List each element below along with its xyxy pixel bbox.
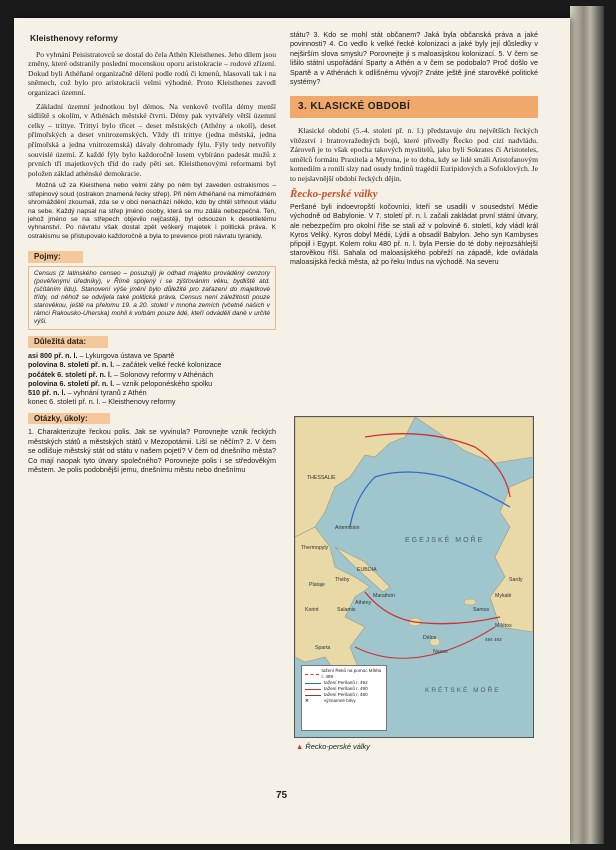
tasks-text: 1. Charakterizujte řeckou polis. Jak se vyvinula? Porovnejte vznik řeckých městských států a městských států v Mezopotámii. Liší se něčím? 2. V čem se odlišuje městský stát od státu v našem pojetí? V čem od dnešního města? Co mají naopak tyto útvary společného? Porovnejte polis i se středověkým městem. Je polis podobnější jemu, dnešnímu městu nebo dnešnímu <box>28 427 276 474</box>
triangle-icon: ▲ <box>296 742 304 751</box>
date-item: polovina 8. století př. n. l. – začátek velké řecké kolonizace <box>28 360 222 370</box>
dates-label: Důležitá data: <box>28 336 108 348</box>
map-label: Artemision <box>335 525 360 531</box>
date-item: 510 př. n. l. – vyhnání tyranů z Athén <box>28 388 147 398</box>
date-item: počátek 6. století př. n. l. – Solonovy reformy v Athénách <box>28 369 214 379</box>
map-label: Korint <box>305 607 319 613</box>
map-label: Samos <box>473 607 490 613</box>
map-label: Marathón <box>373 593 395 599</box>
map-label: KRÉTSKÉ MOŘE <box>425 687 501 694</box>
tasks-continued: státu? 3. Kdo se mohl stát občanem? Jaká byla občanská práva a jaké povinnosti? 4. Co vedlo k velké řecké kolonizaci a jaké byly její důsledky v nejširším slova smyslu? Porovnejte ji s maloasijskou kolonizací. 5. V čem se lišilo státní uspořádání Sparty a Athén a v čem se podobalo? Proč došlo ve Spartě a v Athénách k odlišnému vývoji? Znáte ještě jiné starověké politické systémy? <box>290 30 538 87</box>
legend-item: tažení Řeků na pomoc Mílétu r. 499 <box>305 668 383 680</box>
tasks-label: Otázky, úkoly: <box>28 413 110 425</box>
pojmy-box: Census (z latinského censeo – posuzuji) je odhad majetku prováděný cenzory (pověřenými úředníky), v Římě spojený i se zjišťováním věku, bydliště atd. (sčítáním lidu). Stanovení výše jmění bylo důležité pro zařazení do majetkové třídy, od něhož se odvíjela také politická práva. Census není záležitostí pouze starověkou, ještě na přelomu 19. a 20. století v mnoha zemích (včetně našich v rámci Rakousko-Uherska) mohli k volbám pouze lidé, kteří odváděli daně v určité výši. <box>28 266 276 331</box>
map-label: EUBOIA <box>357 567 377 573</box>
map-greco-persian-wars <box>294 416 534 738</box>
map-label: Sparta <box>315 645 331 651</box>
paragraph: Klasické období (5.-4. století př. n. l.) představuje éru největších řeckých vítězství i bratrovražedných bojů, které přivedly Řecko pod cizí nadvládu. Zároveň je to však epocha takových myslitelů, jako byli Sokrates či Aristoteles, umělců formátu Praxitela a Myrona, je to doba, kdy se lidé smáli Aristofanovým komediím a ronili slzy nad osudy hrdinů tragédií Euripidových a Sofoklových. Je to nejslavnější období řeckých dějin. <box>290 126 538 183</box>
legend-item: tažení Peršanů r. 480 <box>305 692 383 698</box>
chapter-title: 3. KLASICKÉ OBDOBÍ <box>290 96 538 118</box>
dates-list <box>28 351 276 407</box>
map-label: Mílétos <box>495 623 512 629</box>
map-legend <box>301 665 387 731</box>
map-label: EGEJSKÉ MOŘE <box>405 537 485 544</box>
left-column <box>28 30 276 478</box>
map-label: Athény <box>355 600 372 606</box>
map-label: Sardy <box>509 577 523 583</box>
map-label: Délos <box>423 635 437 641</box>
map-years: 494 493 <box>485 637 502 642</box>
section-heading: Kleisthenovy reformy <box>30 33 118 43</box>
map-label: Naxos <box>433 649 448 655</box>
date-item: konec 6. století př. n. l. – Kleisthenovy reformy <box>28 397 176 407</box>
page-edge <box>570 6 604 844</box>
route-492 <box>350 472 510 527</box>
paragraph-small: Možná už za Kleisthena nebo velmi záhy po něm byl zaveden ostrakismos – střepinový soud (ostrakon znamená řecky střep). Při něm Athéňané na mimořádném shromáždění zkoumali, zda se v obci nenachází někdo, kdo by chtěl strhnout vládu na sebe. Každý napsal na střep jméno osoby, která se mu zdála nebezpečná. Ten, jehož jméno se na střepech objevilo nejčastěji, byl odsouzen k desetiletému vyhnanství. Po návratu však dostal zpět veškerý majetek i politická práva. K ostrakismu se přistupovalo každoročně a byla to prevence proti návratu tyranidy. <box>28 182 276 240</box>
paragraph: Peršané byli indoevropští kočovníci, kteří se usadili v sousedství Médie východně od Babylonie. V 7. století př. n. l. začali zakládat první státní útvary, ale nebezpečím pro okolní říše se stali až v polovině 6. století, kdy vládl král Kyros Veliký. Kyros dobyl Médii, Lýdii a obsadil Babylon. Jeho syn Kambyses připojil i Egypt. Kolem roku 480 př. n. l. byla Persie do té doby nejrozsáhlejší starověkou říší. Sahala od maloasijského pobřeží na západě, kde ovládala maloasijská řecká města, až po řeku Indus na východě. Na severu <box>290 203 538 267</box>
subsection-title: Řecko-perské války <box>290 187 378 200</box>
map-label: Mykalé <box>495 593 512 599</box>
legend-item: ✕ významné bitvy <box>305 698 356 703</box>
date-item: asi 800 př. n. l. – Lykurgova ústava ve Spartě <box>28 351 175 360</box>
land-thrace <box>415 417 533 463</box>
route-499 <box>355 627 495 658</box>
map-label: Salamis <box>337 607 356 613</box>
land-asia-minor <box>490 477 533 632</box>
legend-item: tažení Peršanů r. 492 <box>305 680 383 686</box>
map-label: Thermopyly <box>301 545 329 551</box>
pojmy-label: Pojmy: <box>28 251 83 263</box>
map-label: Plataje <box>309 582 325 588</box>
right-column <box>290 30 538 272</box>
date-item: polovina 6. století př. n. l. – vznik peloponéského spolku <box>28 378 213 388</box>
map-label: Théby <box>335 577 350 583</box>
paragraph: Základní územní jednotkou byl démos. Na venkově tvořila démy menší sídliště s okolím, v Athénách městské čtvrti. Démy pak vytvářely větší územní celky – trittye. Trittyí bylo třicet – deset městských (Athény a okolí), deset přímořských a deset vnitrozemských. Vždy tři trittye (jedna městská, jedna přímořská a jedna vnitrozemská) dávaly dohromady fýlu. Fýly tedy netvořily souvislé území. Z každé fýly bylo každoročně losem vybíráno padesát mužů z prvních tří majetkových tříd do rady pěti set. Kleisthenovými reformami byl položen základ athénské demokracie. <box>28 101 276 178</box>
paragraph: Po vyhnání Peisistratovců se dostal do čela Athén Kleisthenes. Jeho dílem jsou změny, které odstranily poslední mocenskou oporu aristokracie – rodové zřízení. Dokud byli Athéňané organizačně děleni podle rodů či kmenů, hlasovali tak i na sněmech, což bylo pro aristokracii velmi výhodné. Proto Kleisthenes zavedl organizaci územní. <box>28 49 276 97</box>
legend-item: tažení Peršanů r. 490 <box>305 686 383 692</box>
island <box>464 599 476 605</box>
map-caption: ▲ Řecko-perské války <box>296 742 370 751</box>
map-label: THESSALIE <box>307 475 336 481</box>
page-number: 75 <box>276 790 288 801</box>
